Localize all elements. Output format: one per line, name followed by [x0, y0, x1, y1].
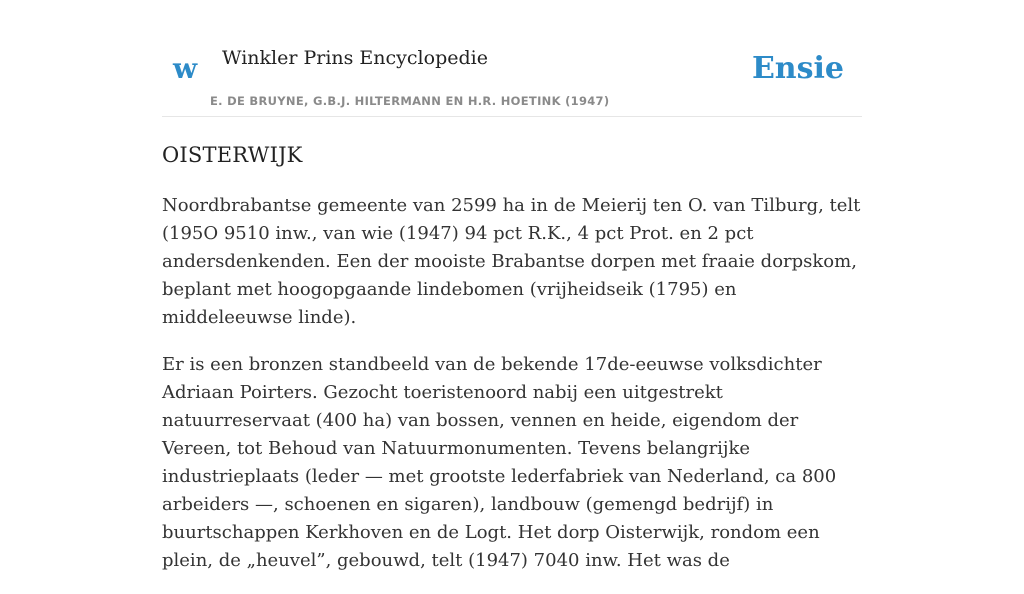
source-authors: E. DE BRUYNE, G.B.J. HILTERMANN EN H.R. HOETINK (1947) — [210, 94, 610, 108]
source-title[interactable]: Winkler Prins Encyclopedie — [222, 47, 488, 69]
brand-logo[interactable]: Ensie — [751, 51, 844, 86]
article-paragraph-1: Noordbrabantse gemeente van 2599 ha in de Meierij ten O. van Tilburg, telt (195O 9510 inw., van wie (1947) 94 pct R.K., 4 pct Prot. en 2 pct andersdenkenden. Een der mooiste Brabantse dorpen met fraaie dorpskom, beplant met hoogopgaande lindebomen (vrijheidseik (1795) en middeleeuwse linde). — [162, 195, 861, 328]
article-headword: OISTERWIJK — [162, 143, 303, 167]
article-paragraph-2: Er is een bronzen standbeeld van de bekende 17de-eeuwse volksdichter Adriaan Poirters. Gezocht toeristenoord nabij een uitgestrekt natuurreservaat (400 ha) van bossen, vennen en heide, eigendom der Vereen, tot Behoud van Natuurmonumenten. Tevens belangrijke industrieplaats (leder — met grootste lederfabriek van Nederland, ca 800 arbeiders —, schoenen en sigaren), landbouw (gemengd bedrijf) in buurtschappen Kerkhoven en de Logt. Het dorp Oisterwijk, rondom een plein, de „heuvel”, gebouwd, telt (1947) 7040 inw. Het was de — [162, 354, 837, 571]
site-header — [162, 0, 862, 117]
logo-icon[interactable]: w — [173, 52, 198, 85]
article-body — [162, 192, 862, 594]
